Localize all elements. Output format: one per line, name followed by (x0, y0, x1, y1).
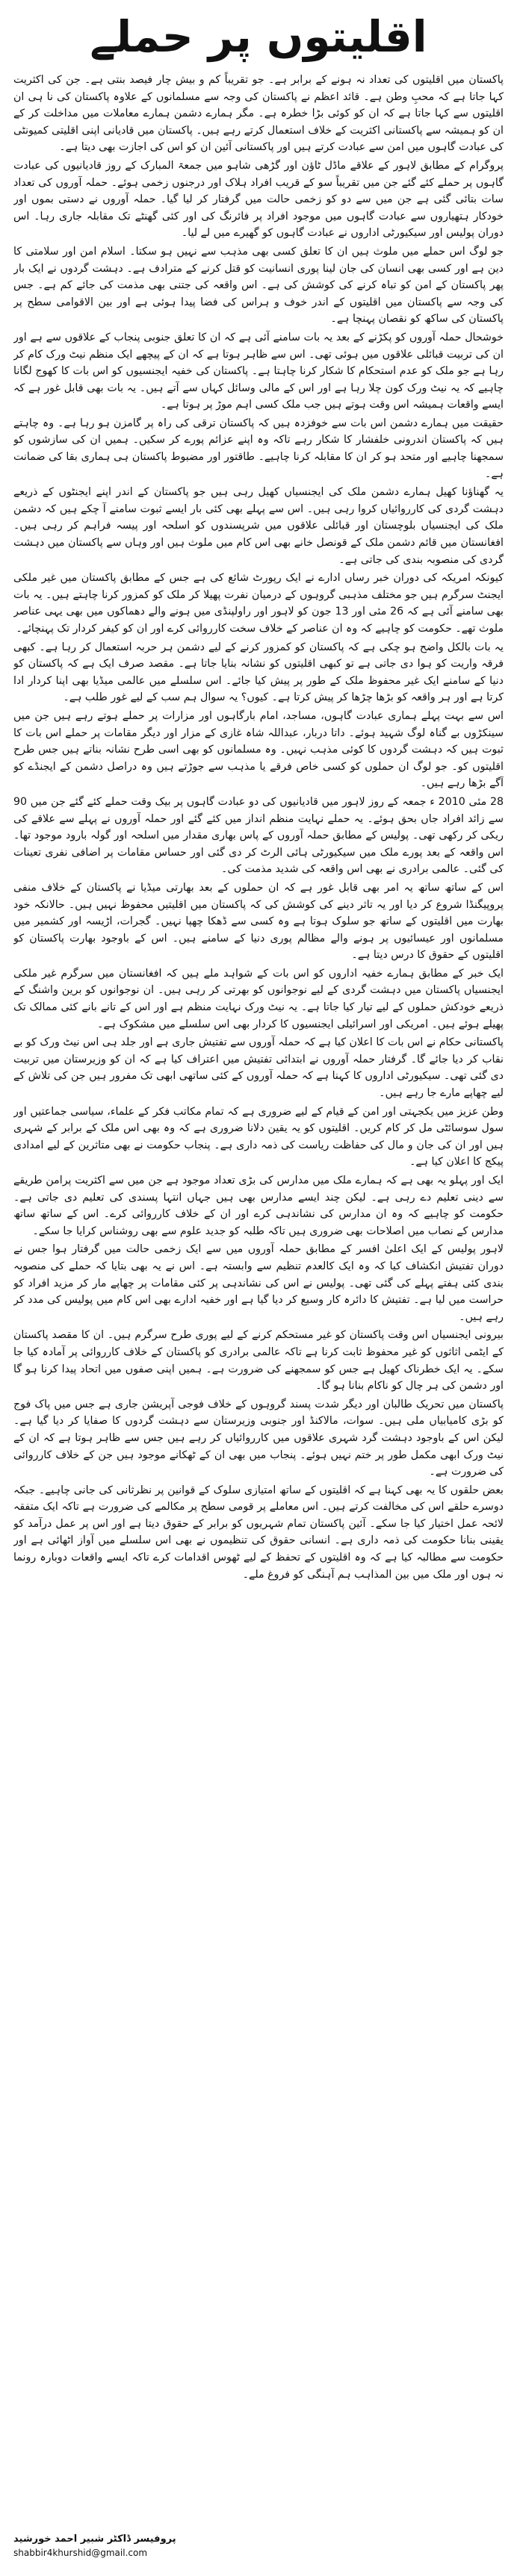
author-name: پروفیسر ڈاکٹر شبیر احمد خورشید (13, 2533, 176, 2545)
article-body (13, 72, 504, 2510)
article-paragraph: ایک خبر کے مطابق ہمارے خفیہ اداروں کو اس بات کے شواہد ملے ہیں کہ افغانستان میں سرگرم غیر ملکی ایجنسیاں پاکستان میں دہشت گردی کے لیے نوجوانوں کو بھرتی کر رہی ہیں۔ ان نوجوانوں کو برین واشنگ کے ذریعے خودکش حملوں کے لیے تیار کیا جاتا ہے۔ یہ نیٹ ورک نہایت منظم ہے اور اس کے تانے بانے کئی ممالک تک پھیلے ہوئے ہیں۔ امریکی اور اسرائیلی ایجنسیوں کا کردار بھی اس سلسلے میں مشکوک ہے۔ (13, 967, 504, 1030)
article-paragraph: پاکستان میں اقلیتوں کی تعداد نہ ہونے کے برابر ہے۔ جو تقریباً کم و بیش چار فیصد بنتی ہے۔ جن کی اکثریت کہا جاتا ہے کہ محبِ وطن ہے۔ قائد اعظم نے پاکستان کی وجہ سے مسلمانوں کے علاوہ پاکستان کی نا ہی ان اقلیتوں سے کہا جاتا ہے کہ ان کو کوئی بڑا خطرہ ہے۔ مگر ہمارے دشمن ہمارے معاملات میں مداخلت کر کے ان کو ہمیشہ سے پاکستانی اکثریت کے خلاف استعمال کرتے رہے ہیں۔ پاکستان میں قادیانی اپنی اقلیتی کمیونٹی کی عبادت گاہوں میں امن سے عبادت کرتے ہیں اور پاکستانی آئین ان کو اس کی اجازت بھی دیتا ہے۔ (13, 74, 504, 154)
article-paragraph: ایک اور پہلو یہ بھی ہے کہ ہمارے ملک میں مدارس کی بڑی تعداد موجود ہے جن میں سے اکثریت پرامن طریقے سے دینی تعلیم دے رہی ہے۔ لیکن چند ایسے مدارس بھی ہیں جہاں انتہا پسندی کی تعلیم دی جاتی ہے۔ حکومت کو چاہیے کہ وہ ان مدارس کی نشاندہی کرے اور ان کے خلاف کارروائی کرے۔ اس کے ساتھ ساتھ مدارس کے نصاب میں اصلاحات بھی ضروری ہیں تاکہ طلبہ کو جدید علوم سے بھی روشناس کرایا جا سکے۔ (13, 1175, 504, 1237)
article-paragraph: یہ گھناؤنا کھیل ہمارے دشمن ملک کی ایجنسیاں کھیل رہی ہیں جو پاکستان کے اندر اپنے ایجنٹوں کے ذریعے دہشت گردی کی کارروائیاں کروا رہی ہیں۔ اس سے پہلے بھی کئی بار ایسے ثبوت سامنے آ چکے ہیں کہ دشمن ملک کی ایجنسیاں بلوچستان اور قبائلی علاقوں میں شرپسندوں کو اسلحہ اور پیسہ فراہم کر رہی ہیں۔ افغانستان میں قائم دشمن ملک کے قونصل خانے بھی اس کام میں ملوث ہیں اور وہاں سے پاکستان میں دہشت گردی کی منصوبہ بندی کی جاتی ہے۔ (13, 486, 504, 566)
article-paragraph: وطن عزیز میں یکجہتی اور امن کے قیام کے لیے ضروری ہے کہ تمام مکاتب فکر کے علماء، سیاسی جماعتیں اور سول سوسائٹی مل کر کام کریں۔ اقلیتوں کو یہ یقین دلانا ضروری ہے کہ وہ بھی اس ملک کے برابر کے شہری ہیں اور ان کی جان و مال کی حفاظت ریاست کی ذمہ داری ہے۔ پنجاب حکومت نے بھی متاثرین کے لیے امدادی پیکج کا اعلان کیا ہے۔ (13, 1105, 504, 1169)
article-paragraph: 28 مئی 2010 ء جمعہ کے روز لاہور میں قادیانیوں کی دو عبادت گاہوں پر بیک وقت حملے کئے گئے جن میں 90 سے زائد افراد جاں بحق ہوئے۔ یہ حملے نہایت منظم انداز میں کئے گئے اور حملہ آوروں نے پہلے سے علاقے کی ریکی کر رکھی تھی۔ پولیس کے مطابق حملہ آوروں کے پاس بھاری مقدار میں اسلحہ اور گولہ بارود موجود تھا۔ اس واقعہ کے بعد پورے ملک میں سیکیورٹی ہائی الرٹ کر دی گئی اور حساس مقامات پر اضافی نفری تعینات کی گئی۔ عالمی برادری نے بھی اس واقعہ کی شدید مذمت کی۔ (13, 795, 504, 876)
article-paragraph: بعض حلقوں کا یہ بھی کہنا ہے کہ اقلیتوں کے ساتھ امتیازی سلوک کے قوانین پر نظرثانی کی جانی چاہیے۔ جبکہ دوسرے حلقے اس کی مخالفت کرتے ہیں۔ اس معاملے پر قومی سطح پر مکالمے کی ضرورت ہے تاکہ ایک متفقہ لائحہ عمل اختیار کیا جا سکے۔ آئین پاکستان تمام شہریوں کو برابر کے حقوق دیتا ہے اور اس پر عمل درآمد کو یقینی بنانا حکومت کی ذمہ داری ہے۔ انسانی حقوق کی تنظیموں نے بھی اس سلسلے میں آواز اٹھائی ہے اور حکومت سے مطالبہ کیا ہے کہ وہ اقلیتوں کے تحفظ کے لیے ٹھوس اقدامات کرے تاکہ ایسے واقعات دوبارہ رونما نہ ہوں اور ملک میں بین المذاہب ہم آہنگی کو فروغ ملے۔ (13, 1484, 504, 1581)
article-paragraph: پاکستانی حکام نے اس بات کا اعلان کیا ہے کہ حملہ آوروں سے تفتیش جاری ہے اور جلد ہی اس نیٹ ورک کو بے نقاب کر دیا جائے گا۔ گرفتار حملہ آوروں نے ابتدائی تفتیش میں اعتراف کیا ہے کہ ان کو وزیرستان میں تربیت دی گئی تھی۔ سیکیورٹی اداروں کا کہنا ہے کہ حملہ آوروں کے کئی ساتھی ابھی تک مفرور ہیں جن کی تلاش کے لیے چھاپے مارے جا رہے ہیں۔ (13, 1036, 504, 1100)
article-paragraph: یہ بات بالکل واضح ہو چکی ہے کہ پاکستان کو کمزور کرنے کے لیے دشمن ہر حربہ استعمال کر رہا ہے۔ کبھی فرقہ واریت کو ہوا دی جاتی ہے تو کبھی اقلیتوں کو نشانہ بنایا جاتا ہے۔ مقصد صرف ایک ہے کہ پاکستان کو دنیا کے سامنے ایک غیر محفوظ ملک کے طور پر پیش کیا جائے۔ اس سلسلے میں عالمی میڈیا بھی اپنا کردار ادا کرتا ہے اور ہر واقعہ کو بڑھا چڑھا کر پیش کرتا ہے۔ کیوں؟ یہ سوال ہم سب کے لیے غور طلب ہے۔ (13, 641, 504, 704)
article-title: اقلیتوں پر حملے (90, 11, 427, 62)
author-email[interactable]: shabbir4khurshid@gmail.com (13, 2548, 148, 2558)
article-paragraph: حقیقت میں ہمارے دشمن اس بات سے خوفزدہ ہیں کہ پاکستان ترقی کی راہ پر گامزن ہو رہا ہے۔ وہ چاہتے ہیں کہ پاکستان اندرونی خلفشار کا شکار رہے تاکہ وہ اپنے عزائم پورے کر سکیں۔ ہمیں ان کی سازشوں کو سمجھنا چاہیے اور متحد ہو کر ان کا مقابلہ کرنا چاہیے۔ طاقتور اور مضبوط پاکستان ہی ہماری بقا کی ضمانت ہے۔ (13, 417, 504, 480)
article-paragraph: جو لوگ اس حملے میں ملوث ہیں ان کا تعلق کسی بھی مذہب سے نہیں ہو سکتا۔ اسلام امن اور سلامتی کا دین ہے اور کسی بھی انسان کی جان لینا پوری انسانیت کو قتل کرنے کے مترادف ہے۔ دہشت گردوں نے ایک بار پھر پاکستان کے امن کو تباہ کرنے کی کوشش کی ہے۔ اس واقعہ کی جتنی بھی مذمت کی جائے کم ہے۔ جس کی وجہ سے پاکستان میں اقلیتوں کے اندر خوف و ہراس کی فضا پیدا ہوئی ہے اور بین الاقوامی سطح پر پاکستان کی ساکھ کو نقصان پہنچا ہے۔ (13, 245, 504, 326)
article-paragraph: لاہور پولیس کے ایک اعلیٰ افسر کے مطابق حملہ آوروں میں سے ایک زخمی حالت میں گرفتار ہوا جس نے دوران تفتیش انکشاف کیا کہ وہ ایک کالعدم تنظیم سے وابستہ ہے۔ اس نے یہ بھی بتایا کہ حملے کی منصوبہ بندی کئی ہفتے پہلے کی گئی تھی۔ پولیس نے اس کی نشاندہی پر کئی مقامات پر چھاپے مار کر مزید افراد کو حراست میں لیا ہے۔ تفتیش کا دائرہ کار وسیع کر دیا گیا ہے اور خفیہ ادارے بھی اس کام میں پولیس کی مدد کر رہے ہیں۔ (13, 1243, 504, 1323)
article-paragraph: خوشحال حملہ آوروں کو پکڑنے کے بعد یہ بات سامنے آئی ہے کہ ان کا تعلق جنوبی پنجاب کے علاقوں سے ہے اور ان کی تربیت قبائلی علاقوں میں ہوئی تھی۔ اس سے ظاہر ہوتا ہے کہ ان کے پیچھے ایک منظم نیٹ ورک کام کر رہا ہے جو ملک کو عدم استحکام کا شکار کرنا چاہتا ہے۔ پاکستان کی خفیہ ایجنسیوں کو اس بات کا کھوج لگانا چاہیے کہ یہ نیٹ ورک کون چلا رہا ہے اور اس کے مالی وسائل کہاں سے آتے ہیں۔ یہ بات بھی قابل غور ہے کہ ایسے واقعات ہمیشہ اس وقت ہوتے ہیں جب ملک کسی اہم موڑ پر ہوتا ہے۔ (13, 331, 504, 411)
article-paragraph: اس کے ساتھ ساتھ یہ امر بھی قابل غور ہے کہ ان حملوں کے بعد بھارتی میڈیا نے پاکستان کے خلاف منفی پروپیگنڈا شروع کر دیا اور یہ تاثر دینے کی کوشش کی کہ پاکستان میں اقلیتیں محفوظ نہیں ہیں۔ حالانکہ خود بھارت میں اقلیتوں کے ساتھ جو سلوک ہوتا ہے وہ کسی سے ڈھکا چھپا نہیں۔ گجرات، اڑیسہ اور کشمیر میں مسلمانوں اور عیسائیوں پر ہونے والے مظالم پوری دنیا کے سامنے ہیں۔ اس کے باوجود بھارت پاکستان کو اقلیتوں کے حقوق کا درس دیتا ہے۔ (13, 881, 504, 962)
article-footer (13, 2533, 504, 2560)
article-paragraph: پروگرام کے مطابق لاہور کے علاقے ماڈل ٹاؤن اور گڑھی شاہو میں جمعۃ المبارک کے روز قادیانیوں کی عبادت گاہوں پر حملے کئے گئے جن میں تقریباً سو کے قریب افراد ہلاک اور درجنوں زخمی ہوئے۔ حملہ آوروں کی تعداد سات بتائی گئی ہے جن میں سے دو کو زخمی حالت میں گرفتار کر لیا گیا۔ حملہ آوروں نے دستی بموں اور خودکار ہتھیاروں سے عبادت گاہوں میں موجود افراد پر فائرنگ کی اور کئی گھنٹے تک مقابلہ جاری رہا۔ اس دوران پولیس اور سیکیورٹی اداروں نے عبادت گاہوں کو گھیرے میں لے لیا۔ (13, 159, 504, 240)
article-paragraph: اس سے بہت پہلے ہماری عبادت گاہوں، مساجد، امام بارگاہوں اور مزارات پر حملے ہوتے رہے ہیں جن میں سینکڑوں بے گناہ لوگ شہید ہوئے۔ داتا دربار، عبداللہ شاہ غازی کے مزار اور دیگر مقامات پر حملے اس بات کا ثبوت ہیں کہ دہشت گردوں کا کوئی مذہب نہیں۔ وہ مسلمانوں کو بھی اسی طرح نشانہ بناتے ہیں جس طرح اقلیتوں کو۔ جو لوگ ان حملوں کو کسی خاص فرقے یا مذہب سے جوڑتے ہیں وہ دراصل دشمن کے ایجنڈے کو آگے بڑھا رہے ہیں۔ (13, 709, 504, 790)
article-paragraph: کیونکہ امریکہ کی دوران خبر رساں ادارے نے ایک رپورٹ شائع کی ہے جس کے مطابق پاکستان میں غیر ملکی ایجنٹ سرگرم ہیں جو مختلف مذہبی گروہوں کے درمیان نفرت پھیلا کر ملک کو کمزور کرنا چاہتے ہیں۔ یہ بات بھی سامنے آئی ہے کہ 26 مئی اور 13 جون کو لاہور اور راولپنڈی میں ہونے والے دھماکوں میں بھی یہی عناصر ملوث تھے۔ حکومت کو چاہیے کہ وہ ان عناصر کے خلاف سخت کارروائی کرے اور ان کو کیفر کردار تک پہنچائے۔ (13, 572, 504, 635)
article-paragraph: پاکستان میں تحریک طالبان اور دیگر شدت پسند گروہوں کے خلاف فوجی آپریشن جاری ہے جس میں پاک فوج کو بڑی کامیابیاں ملی ہیں۔ سوات، مالاکنڈ اور جنوبی وزیرستان سے دہشت گردوں کا صفایا کر دیا گیا ہے۔ لیکن اس کے باوجود دہشت گرد شہری علاقوں میں کارروائیاں کر رہے ہیں جس سے ظاہر ہوتا ہے کہ ان کے نیٹ ورک ابھی مکمل طور پر ختم نہیں ہوئے۔ پنجاب میں بھی ان کے ٹھکانے موجود ہیں جن کے خلاف کارروائی کی ضرورت ہے۔ (13, 1398, 504, 1478)
article-paragraph: بیرونی ایجنسیاں اس وقت پاکستان کو غیر مستحکم کرنے کے لیے پوری طرح سرگرم ہیں۔ ان کا مقصد پاکستان کے ایٹمی اثاثوں کو غیر محفوظ ثابت کرنا ہے تاکہ عالمی برادری کو پاکستان کے خلاف کارروائی پر آمادہ کیا جا سکے۔ یہ ایک خطرناک کھیل ہے جس کو سمجھنے کی ضرورت ہے۔ ہمیں اپنی صفوں میں اتحاد پیدا کرنا ہو گا اور دشمن کی ہر چال کو ناکام بنانا ہو گا۔ (13, 1329, 504, 1393)
